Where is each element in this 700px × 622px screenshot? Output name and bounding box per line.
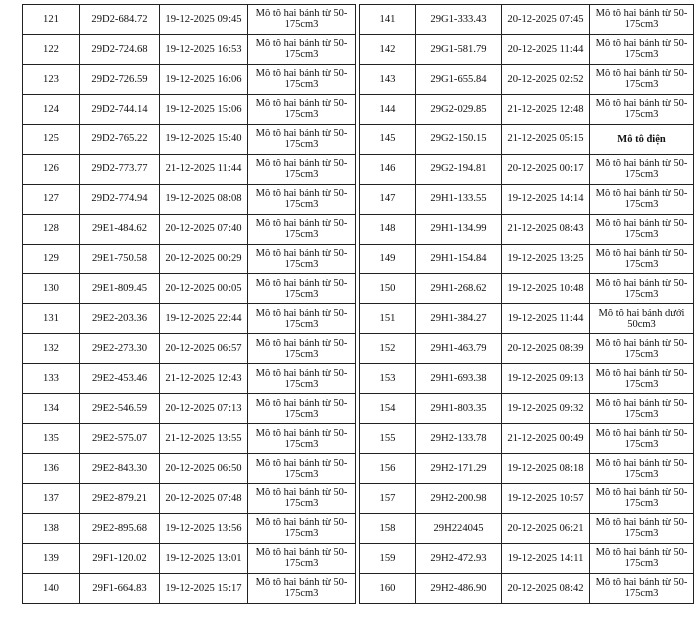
table-row bbox=[360, 304, 694, 334]
table-row bbox=[23, 34, 356, 64]
vehicle-type: Mô tô hai bánh từ 50-175cm3 bbox=[590, 34, 694, 64]
table-row bbox=[360, 244, 694, 274]
violation-table-left bbox=[22, 4, 356, 604]
row-number: 129 bbox=[23, 244, 80, 274]
table-row bbox=[23, 244, 356, 274]
license-plate: 29F1-120.02 bbox=[80, 543, 160, 573]
row-number: 139 bbox=[23, 543, 80, 573]
license-plate: 29G1-581.79 bbox=[416, 34, 502, 64]
vehicle-type: Mô tô điện bbox=[590, 124, 694, 154]
violation-time: 20-12-2025 00:29 bbox=[160, 244, 248, 274]
table-row bbox=[23, 484, 356, 514]
violation-time: 20-12-2025 07:13 bbox=[160, 394, 248, 424]
row-number: 158 bbox=[360, 513, 416, 543]
table-row bbox=[360, 34, 694, 64]
license-plate: 29E2-453.46 bbox=[80, 364, 160, 394]
vehicle-type: Mô tô hai bánh từ 50-175cm3 bbox=[590, 513, 694, 543]
violation-time: 19-12-2025 09:13 bbox=[502, 364, 590, 394]
vehicle-type: Mô tô hai bánh từ 50-175cm3 bbox=[248, 214, 356, 244]
vehicle-type: Mô tô hai bánh từ 50-175cm3 bbox=[590, 154, 694, 184]
table-row bbox=[360, 5, 694, 35]
violation-time: 21-12-2025 00:49 bbox=[502, 424, 590, 454]
license-plate: 29H2-133.78 bbox=[416, 424, 502, 454]
vehicle-type: Mô tô hai bánh từ 50-175cm3 bbox=[248, 274, 356, 304]
vehicle-type: Mô tô hai bánh từ 50-175cm3 bbox=[248, 334, 356, 364]
table-row bbox=[23, 5, 356, 35]
row-number: 140 bbox=[23, 573, 80, 603]
license-plate: 29G2-150.15 bbox=[416, 124, 502, 154]
violation-time: 19-12-2025 13:01 bbox=[160, 543, 248, 573]
table-row bbox=[23, 394, 356, 424]
left-table-body bbox=[23, 5, 356, 604]
vehicle-type: Mô tô hai bánh từ 50-175cm3 bbox=[248, 424, 356, 454]
vehicle-type: Mô tô hai bánh dưới 50cm3 bbox=[590, 304, 694, 334]
table-row bbox=[23, 573, 356, 603]
row-number: 153 bbox=[360, 364, 416, 394]
row-number: 125 bbox=[23, 124, 80, 154]
vehicle-type: Mô tô hai bánh từ 50-175cm3 bbox=[248, 454, 356, 484]
table-row bbox=[23, 184, 356, 214]
table-row bbox=[23, 94, 356, 124]
vehicle-type: Mô tô hai bánh từ 50-175cm3 bbox=[248, 94, 356, 124]
table-row bbox=[23, 64, 356, 94]
row-number: 160 bbox=[360, 573, 416, 603]
violation-time: 19-12-2025 15:40 bbox=[160, 124, 248, 154]
row-number: 144 bbox=[360, 94, 416, 124]
license-plate: 29E2-895.68 bbox=[80, 513, 160, 543]
license-plate: 29G2-029.85 bbox=[416, 94, 502, 124]
license-plate: 29E2-575.07 bbox=[80, 424, 160, 454]
vehicle-type: Mô tô hai bánh từ 50-175cm3 bbox=[590, 424, 694, 454]
vehicle-type: Mô tô hai bánh từ 50-175cm3 bbox=[590, 5, 694, 35]
violation-time: 19-12-2025 14:11 bbox=[502, 543, 590, 573]
row-number: 155 bbox=[360, 424, 416, 454]
vehicle-type: Mô tô hai bánh từ 50-175cm3 bbox=[248, 124, 356, 154]
vehicle-type: Mô tô hai bánh từ 50-175cm3 bbox=[590, 214, 694, 244]
table-row bbox=[23, 543, 356, 573]
vehicle-type: Mô tô hai bánh từ 50-175cm3 bbox=[248, 513, 356, 543]
vehicle-type: Mô tô hai bánh từ 50-175cm3 bbox=[248, 304, 356, 334]
violation-time: 19-12-2025 14:14 bbox=[502, 184, 590, 214]
vehicle-type: Mô tô hai bánh từ 50-175cm3 bbox=[590, 364, 694, 394]
violation-time: 19-12-2025 13:25 bbox=[502, 244, 590, 274]
violation-time: 19-12-2025 11:44 bbox=[502, 304, 590, 334]
vehicle-type: Mô tô hai bánh từ 50-175cm3 bbox=[248, 244, 356, 274]
license-plate: 29G1-655.84 bbox=[416, 64, 502, 94]
table-row bbox=[23, 364, 356, 394]
violation-time: 19-12-2025 08:08 bbox=[160, 184, 248, 214]
row-number: 136 bbox=[23, 454, 80, 484]
row-number: 134 bbox=[23, 394, 80, 424]
vehicle-type: Mô tô hai bánh từ 50-175cm3 bbox=[590, 64, 694, 94]
table-row bbox=[360, 94, 694, 124]
violation-time: 20-12-2025 08:42 bbox=[502, 573, 590, 603]
row-number: 151 bbox=[360, 304, 416, 334]
row-number: 137 bbox=[23, 484, 80, 514]
license-plate: 29H1-693.38 bbox=[416, 364, 502, 394]
row-number: 159 bbox=[360, 543, 416, 573]
violation-time: 19-12-2025 15:06 bbox=[160, 94, 248, 124]
vehicle-type: Mô tô hai bánh từ 50-175cm3 bbox=[590, 94, 694, 124]
row-number: 147 bbox=[360, 184, 416, 214]
license-plate: 29H1-134.99 bbox=[416, 214, 502, 244]
row-number: 152 bbox=[360, 334, 416, 364]
row-number: 145 bbox=[360, 124, 416, 154]
license-plate: 29D2-765.22 bbox=[80, 124, 160, 154]
row-number: 133 bbox=[23, 364, 80, 394]
table-row bbox=[360, 64, 694, 94]
row-number: 128 bbox=[23, 214, 80, 244]
violation-time: 20-12-2025 00:05 bbox=[160, 274, 248, 304]
table-row bbox=[360, 214, 694, 244]
row-number: 132 bbox=[23, 334, 80, 364]
table-row bbox=[360, 364, 694, 394]
row-number: 150 bbox=[360, 274, 416, 304]
row-number: 122 bbox=[23, 34, 80, 64]
violation-time: 19-12-2025 09:45 bbox=[160, 5, 248, 35]
table-row bbox=[360, 184, 694, 214]
violation-time: 19-12-2025 10:57 bbox=[502, 484, 590, 514]
license-plate: 29F1-664.83 bbox=[80, 573, 160, 603]
vehicle-type: Mô tô hai bánh từ 50-175cm3 bbox=[590, 573, 694, 603]
license-plate: 29E1-484.62 bbox=[80, 214, 160, 244]
table-row bbox=[23, 513, 356, 543]
license-plate: 29G2-194.81 bbox=[416, 154, 502, 184]
violation-time: 19-12-2025 16:53 bbox=[160, 34, 248, 64]
license-plate: 29H2-486.90 bbox=[416, 573, 502, 603]
row-number: 148 bbox=[360, 214, 416, 244]
violation-time: 20-12-2025 00:17 bbox=[502, 154, 590, 184]
vehicle-type: Mô tô hai bánh từ 50-175cm3 bbox=[248, 573, 356, 603]
row-number: 156 bbox=[360, 454, 416, 484]
violation-time: 20-12-2025 06:21 bbox=[502, 513, 590, 543]
license-plate: 29H1-384.27 bbox=[416, 304, 502, 334]
row-number: 146 bbox=[360, 154, 416, 184]
table-row bbox=[23, 424, 356, 454]
violation-time: 19-12-2025 22:44 bbox=[160, 304, 248, 334]
license-plate: 29E2-546.59 bbox=[80, 394, 160, 424]
violation-time: 21-12-2025 11:44 bbox=[160, 154, 248, 184]
row-number: 141 bbox=[360, 5, 416, 35]
license-plate: 29E2-273.30 bbox=[80, 334, 160, 364]
license-plate: 29E1-750.58 bbox=[80, 244, 160, 274]
row-number: 157 bbox=[360, 484, 416, 514]
license-plate: 29D2-773.77 bbox=[80, 154, 160, 184]
row-number: 154 bbox=[360, 394, 416, 424]
vehicle-type: Mô tô hai bánh từ 50-175cm3 bbox=[590, 394, 694, 424]
vehicle-type: Mô tô hai bánh từ 50-175cm3 bbox=[590, 184, 694, 214]
row-number: 130 bbox=[23, 274, 80, 304]
violation-time: 20-12-2025 11:44 bbox=[502, 34, 590, 64]
license-plate: 29D2-724.68 bbox=[80, 34, 160, 64]
violation-time: 21-12-2025 13:55 bbox=[160, 424, 248, 454]
table-row bbox=[23, 124, 356, 154]
license-plate: 29D2-744.14 bbox=[80, 94, 160, 124]
violation-time: 20-12-2025 07:40 bbox=[160, 214, 248, 244]
table-row bbox=[360, 513, 694, 543]
vehicle-type: Mô tô hai bánh từ 50-175cm3 bbox=[590, 484, 694, 514]
table-row bbox=[23, 154, 356, 184]
license-plate: 29H1-133.55 bbox=[416, 184, 502, 214]
row-number: 127 bbox=[23, 184, 80, 214]
vehicle-type: Mô tô hai bánh từ 50-175cm3 bbox=[248, 394, 356, 424]
table-row bbox=[360, 124, 694, 154]
table-row bbox=[360, 334, 694, 364]
violation-time: 20-12-2025 08:39 bbox=[502, 334, 590, 364]
violation-table-right bbox=[359, 4, 694, 604]
vehicle-type: Mô tô hai bánh từ 50-175cm3 bbox=[590, 454, 694, 484]
table-row bbox=[23, 304, 356, 334]
right-table-body bbox=[360, 5, 694, 604]
violation-time: 19-12-2025 15:17 bbox=[160, 573, 248, 603]
violation-time: 21-12-2025 12:43 bbox=[160, 364, 248, 394]
license-plate: 29E2-203.36 bbox=[80, 304, 160, 334]
table-row bbox=[360, 154, 694, 184]
vehicle-type: Mô tô hai bánh từ 50-175cm3 bbox=[248, 64, 356, 94]
violation-time: 21-12-2025 05:15 bbox=[502, 124, 590, 154]
row-number: 142 bbox=[360, 34, 416, 64]
table-row bbox=[360, 274, 694, 304]
table-row bbox=[23, 334, 356, 364]
row-number: 123 bbox=[23, 64, 80, 94]
license-plate: 29D2-774.94 bbox=[80, 184, 160, 214]
license-plate: 29H1-463.79 bbox=[416, 334, 502, 364]
violation-time: 19-12-2025 10:48 bbox=[502, 274, 590, 304]
row-number: 124 bbox=[23, 94, 80, 124]
license-plate: 29E2-843.30 bbox=[80, 454, 160, 484]
vehicle-type: Mô tô hai bánh từ 50-175cm3 bbox=[248, 484, 356, 514]
table-row bbox=[360, 573, 694, 603]
vehicle-type: Mô tô hai bánh từ 50-175cm3 bbox=[248, 5, 356, 35]
vehicle-type: Mô tô hai bánh từ 50-175cm3 bbox=[248, 34, 356, 64]
table-row bbox=[360, 394, 694, 424]
violation-time: 19-12-2025 08:18 bbox=[502, 454, 590, 484]
violation-time: 20-12-2025 02:52 bbox=[502, 64, 590, 94]
table-row bbox=[23, 274, 356, 304]
license-plate: 29H2-200.98 bbox=[416, 484, 502, 514]
violation-time: 19-12-2025 16:06 bbox=[160, 64, 248, 94]
violation-time: 20-12-2025 07:48 bbox=[160, 484, 248, 514]
vehicle-type: Mô tô hai bánh từ 50-175cm3 bbox=[248, 154, 356, 184]
table-row bbox=[360, 454, 694, 484]
license-plate: 29E2-879.21 bbox=[80, 484, 160, 514]
license-plate: 29H2-171.29 bbox=[416, 454, 502, 484]
vehicle-type: Mô tô hai bánh từ 50-175cm3 bbox=[590, 543, 694, 573]
table-row bbox=[23, 214, 356, 244]
violation-time: 19-12-2025 13:56 bbox=[160, 513, 248, 543]
license-plate: 29H1-154.84 bbox=[416, 244, 502, 274]
license-plate: 29G1-333.43 bbox=[416, 5, 502, 35]
license-plate: 29E1-809.45 bbox=[80, 274, 160, 304]
vehicle-type: Mô tô hai bánh từ 50-175cm3 bbox=[248, 543, 356, 573]
vehicle-type: Mô tô hai bánh từ 50-175cm3 bbox=[590, 274, 694, 304]
license-plate: 29H2-472.93 bbox=[416, 543, 502, 573]
row-number: 126 bbox=[23, 154, 80, 184]
row-number: 149 bbox=[360, 244, 416, 274]
table-row bbox=[360, 484, 694, 514]
violation-time: 19-12-2025 09:32 bbox=[502, 394, 590, 424]
violation-time: 20-12-2025 06:50 bbox=[160, 454, 248, 484]
violation-time: 21-12-2025 12:48 bbox=[502, 94, 590, 124]
vehicle-type: Mô tô hai bánh từ 50-175cm3 bbox=[248, 364, 356, 394]
vehicle-type: Mô tô hai bánh từ 50-175cm3 bbox=[248, 184, 356, 214]
table-row bbox=[360, 424, 694, 454]
row-number: 135 bbox=[23, 424, 80, 454]
table-row bbox=[360, 543, 694, 573]
table-row bbox=[23, 454, 356, 484]
vehicle-type: Mô tô hai bánh từ 50-175cm3 bbox=[590, 244, 694, 274]
violation-time: 20-12-2025 06:57 bbox=[160, 334, 248, 364]
row-number: 121 bbox=[23, 5, 80, 35]
license-plate: 29D2-684.72 bbox=[80, 5, 160, 35]
license-plate: 29D2-726.59 bbox=[80, 64, 160, 94]
vehicle-type: Mô tô hai bánh từ 50-175cm3 bbox=[590, 334, 694, 364]
row-number: 138 bbox=[23, 513, 80, 543]
license-plate: 29H1-803.35 bbox=[416, 394, 502, 424]
license-plate: 29H224045 bbox=[416, 513, 502, 543]
violation-time: 21-12-2025 08:43 bbox=[502, 214, 590, 244]
row-number: 131 bbox=[23, 304, 80, 334]
violation-time: 20-12-2025 07:45 bbox=[502, 5, 590, 35]
license-plate: 29H1-268.62 bbox=[416, 274, 502, 304]
row-number: 143 bbox=[360, 64, 416, 94]
